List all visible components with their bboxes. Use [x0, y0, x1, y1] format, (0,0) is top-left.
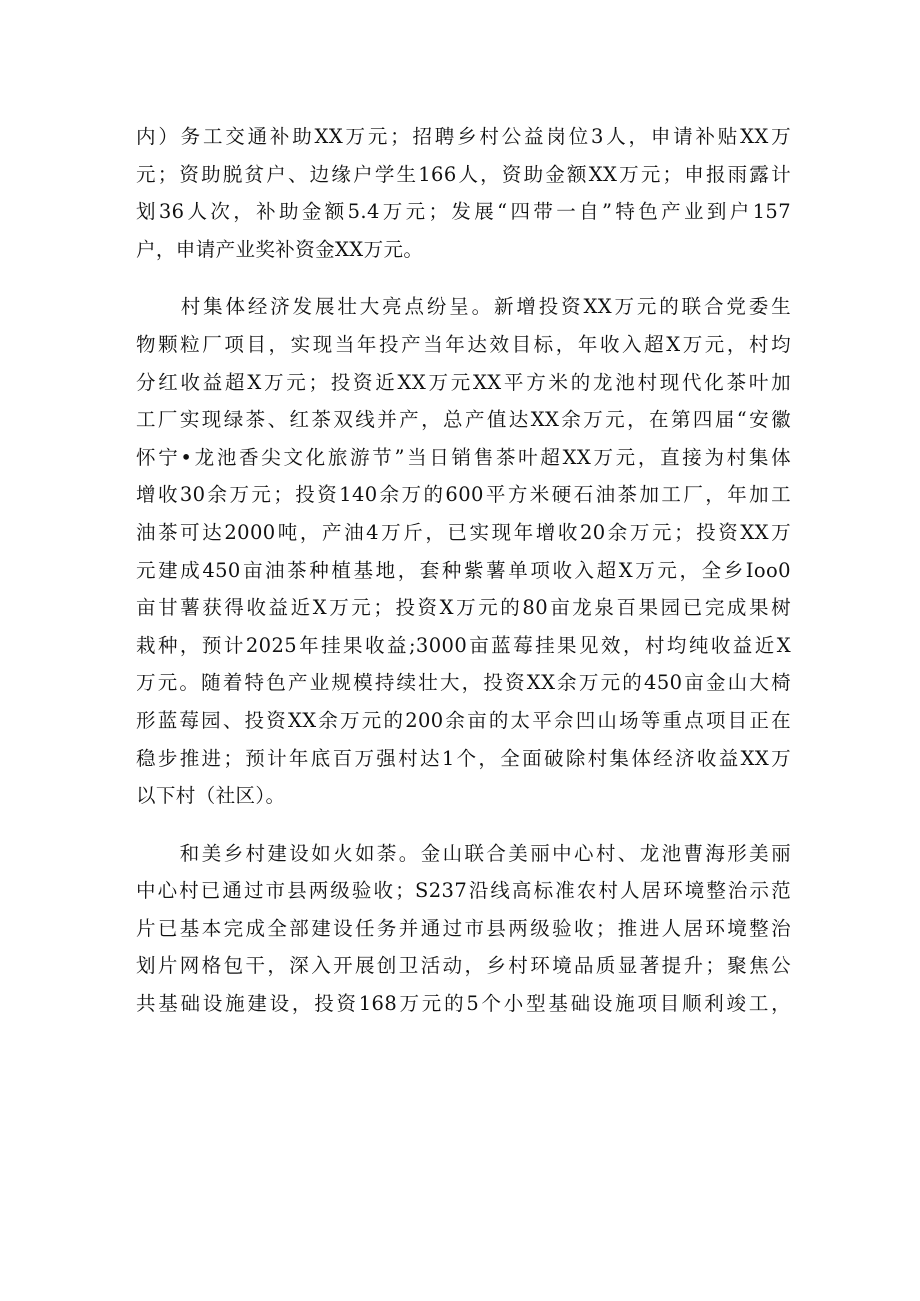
text-line: 划片网格包干，深入开展创卫活动，乡村环境品质显著提升；聚焦公 [136, 954, 791, 978]
text-line: 万元。随着特色产业规模持续壮大，投资XX余万元的450亩金山大椅 [136, 671, 791, 695]
text-line: 油茶可达2000吨，产油4万斤，已实现年增收20余万元；投资XX万 [136, 520, 791, 544]
text-line: 栽种，预计2025年挂果收益;3000亩蓝莓挂果见效，村均纯收益近X [136, 633, 791, 657]
text-line: 怀宁•龙池香尖文化旅游节”当日销售茶叶超XX万元，直接为村集体 [136, 445, 791, 469]
text-line: 内）务工交通补助XX万元；招聘乡村公益岗位3人，申请补贴XX万 [136, 125, 791, 148]
paragraph-3 [136, 835, 791, 1023]
text-line: 工厂实现绿茶、红茶双线并产，总产值达XX余万元，在第四届“安徽 [136, 408, 791, 432]
text-line: 共基础设施建设，投资168万元的5个小型基础设施项目顺利竣工， [136, 992, 791, 1016]
text-line: 稳步推进；预计年底百万强村达1个，全面破除村集体经济收益XX万 [136, 746, 791, 770]
text-line: 划36人次，补助金额5.4万元；发展“四带一自”特色产业到户157 [136, 200, 791, 224]
text-line: 以下村（社区）。 [136, 784, 286, 808]
paragraph-1 [136, 118, 791, 268]
text-line: 中心村已通过市县两级验收；S237沿线高标准农村人居环境整治示范 [136, 879, 791, 903]
text-line: 村集体经济发展壮大亮点纷呈。新增投资XX万元的联合党委生 [136, 295, 791, 319]
text-line: 亩甘薯获得收益近X万元；投资X万元的80亩龙泉百果园已完成果树 [136, 596, 791, 620]
document-body [136, 118, 791, 1023]
text-line: 元建成450亩油茶种植基地，套种紫薯单项收入超X万元，全乡Ioo0 [136, 558, 791, 582]
text-line: 增收30余万元；投资140余万的600平方米硬石油茶加工厂，年加工 [136, 483, 791, 507]
text-line: 分红收益超X万元；投资近XX万元XX平方米的龙池村现代化茶叶加 [136, 370, 791, 394]
text-line: 户，申请产业奖补资金XX万元。 [136, 237, 424, 261]
text-line: 形蓝莓园、投资XX余万元的200余亩的太平佘凹山场等重点项目正在 [136, 708, 791, 732]
paragraph-2 [136, 288, 791, 814]
text-line: 片已基本完成全部建设任务并通过市县两级验收；推进人居环境整治 [136, 916, 791, 940]
text-line: 元；资助脱贫户、边缘户学生166人，资助金额XX万元；申报雨露计 [136, 162, 791, 186]
text-line: 物颗粒厂项目，实现当年投产当年达效目标，年收入超X万元，村均 [136, 332, 791, 356]
text-line: 和美乡村建设如火如荼。金山联合美丽中心村、龙池曹海形美丽 [136, 841, 791, 865]
